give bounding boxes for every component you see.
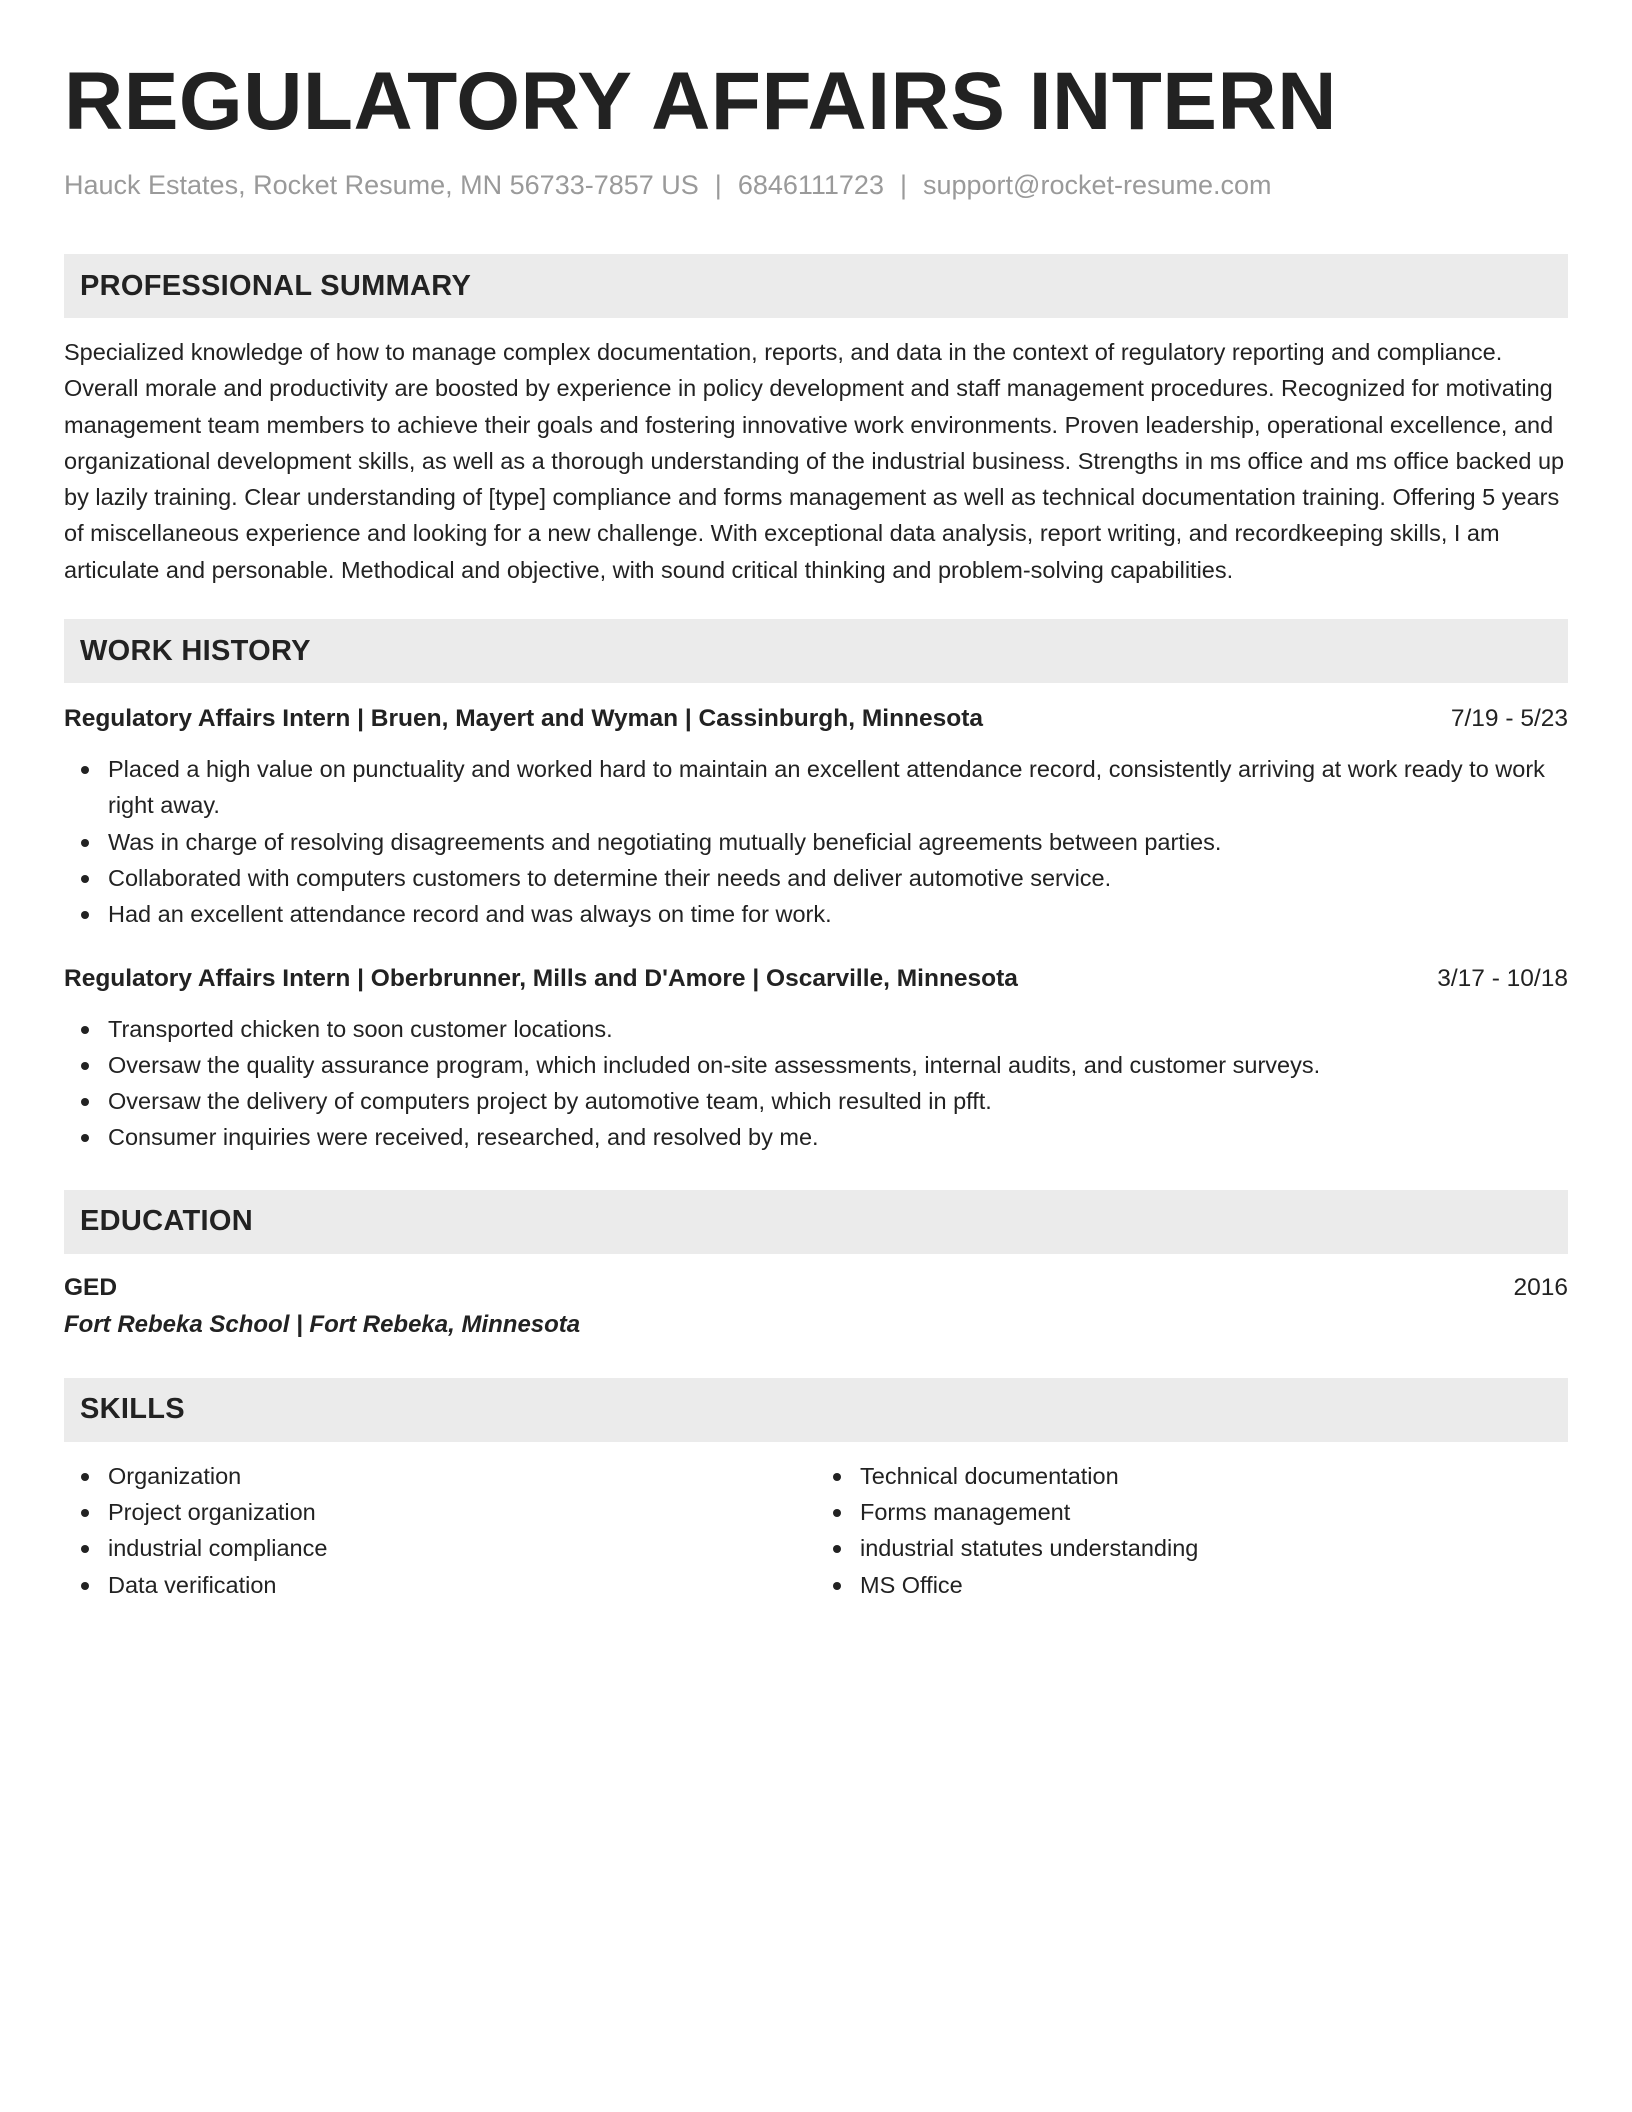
job-bullets [64, 751, 1568, 932]
contact-line [64, 168, 1568, 202]
skill-item: Organization [108, 1458, 816, 1494]
job-bullet: Oversaw the quality assurance program, which included on-site assessments, internal audits, and customer surveys. [108, 1047, 1568, 1083]
job-dates: 7/19 - 5/23 [1450, 705, 1568, 733]
job-bullets [64, 1011, 1568, 1156]
job-title: Regulatory Affairs Intern | Bruen, Mayert and Wyman | Cassinburgh, Minnesota [64, 705, 984, 733]
job-bullet: Placed a high value on punctuality and worked hard to maintain an excellent attendance record, consistently arriving at work ready to work right away. [108, 751, 1568, 824]
skills-list [816, 1458, 1568, 1603]
job-bullet: Was in charge of resolving disagreements and negotiating mutually beneficial agreements between parties. [108, 824, 1568, 860]
education-degree: GED [64, 1273, 118, 1301]
section-title: EDUCATION [80, 1205, 253, 1238]
section-header-education [64, 1190, 1568, 1254]
section-header-skills [64, 1378, 1568, 1442]
education-school: Fort Rebeka School | Fort Rebeka, Minnesota [64, 1310, 581, 1338]
skills-column-right [816, 1458, 1568, 1603]
job-entry [64, 701, 1568, 932]
skill-item: Project organization [108, 1494, 816, 1530]
contact-phone: 6846111723 [737, 170, 884, 200]
education-header [64, 1270, 1568, 1306]
section-title: PROFESSIONAL SUMMARY [80, 269, 472, 302]
skills-grid [64, 1458, 1568, 1603]
section-title: WORK HISTORY [80, 634, 311, 667]
job-header [64, 961, 1568, 997]
candidate-name: REGULATORY AFFAIRS INTERN [64, 56, 1337, 147]
job-dates: 3/17 - 10/18 [1437, 964, 1568, 992]
skill-item: MS Office [860, 1567, 1568, 1603]
education-year: 2016 [1513, 1273, 1568, 1301]
skill-item: Technical documentation [860, 1458, 1568, 1494]
job-bullet: Oversaw the delivery of computers project by automotive team, which resulted in pfft. [108, 1083, 1568, 1119]
skill-item: Forms management [860, 1494, 1568, 1530]
section-header-work-history [64, 619, 1568, 683]
job-entry [64, 961, 1568, 1156]
job-bullet: Had an excellent attendance record and was always on time for work. [108, 896, 1568, 932]
section-header-summary [64, 254, 1568, 318]
job-bullet: Transported chicken to soon customer locations. [108, 1011, 1568, 1047]
skill-item: Data verification [108, 1567, 816, 1603]
section-title: SKILLS [80, 1393, 185, 1426]
contact-separator: | [899, 170, 907, 200]
contact-separator: | [714, 170, 722, 200]
job-title: Regulatory Affairs Intern | Oberbrunner, Mills and D'Amore | Oscarville, Minnesota [64, 964, 1018, 992]
skills-column-left [64, 1458, 816, 1603]
skill-item: industrial statutes understanding [860, 1530, 1568, 1566]
summary-text: Specialized knowledge of how to manage complex documentation, reports, and data in the context of regulatory reporting and compliance. Overall morale and productivity are boosted by experience in policy development and staff management procedures. Recognized for motivating management team members to achieve their goals and fostering innovative work environments. Proven leadership, operational excellence, and organizational development skills, as well as a thorough understanding of the industrial business. Strengths in ms office and ms office backed up by lazily training. Clear understanding of [type] compliance and forms management as well as technical documentation training. Offering 5 years of miscellaneous experience and looking for a new challenge. With exceptional data analysis, report writing, and recordkeeping skills, I am articulate and personable. Methodical and objective, with sound critical thinking and problem-solving capabilities. [64, 339, 1565, 583]
contact-email: support@rocket-resume.com [922, 170, 1272, 200]
skill-item: industrial compliance [108, 1530, 816, 1566]
contact-address: Hauck Estates, Rocket Resume, MN 56733-7857 US [64, 170, 699, 200]
job-bullet: Collaborated with computers customers to determine their needs and deliver automotive service. [108, 860, 1568, 896]
job-bullet: Consumer inquiries were received, researched, and resolved by me. [108, 1119, 1568, 1155]
skills-list [64, 1458, 816, 1603]
education-entry [64, 1270, 1568, 1344]
job-header [64, 701, 1568, 737]
